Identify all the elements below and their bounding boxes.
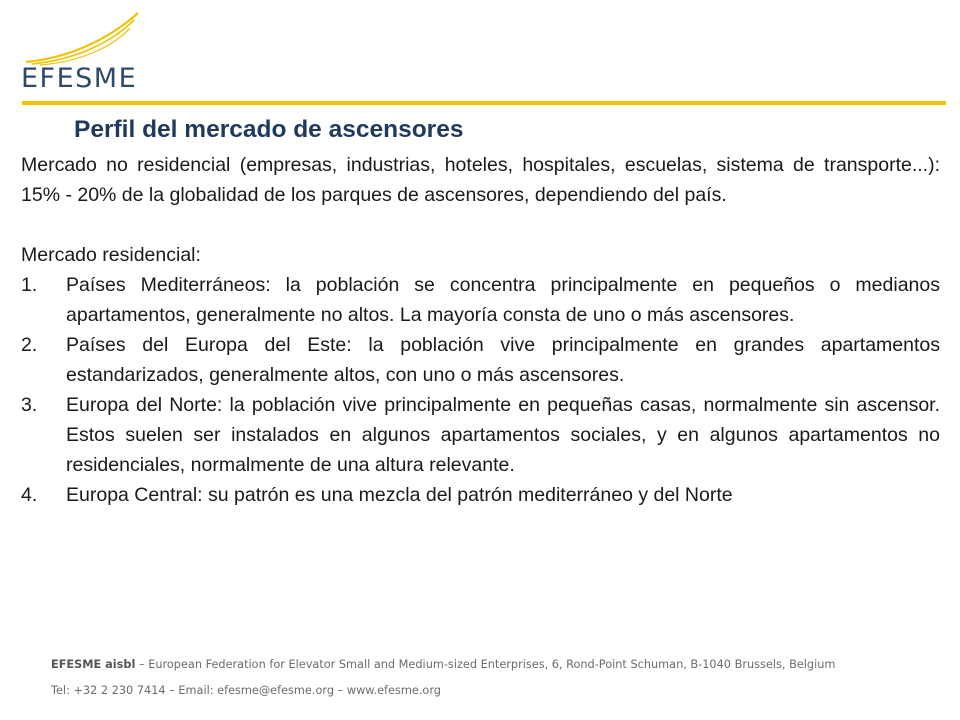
- list-text: Europa del Norte: la población vive principalmente en pequeñas casas, normalmente sin ascensor. Estos suelen ser instalados en algunos apartamentos sociales, y en algunos apartamentos no residenciales, normalmente de una altura relevante.: [66, 394, 940, 476]
- spacer: [21, 210, 940, 240]
- list-number: 1.: [21, 274, 38, 296]
- list-text: Países del Europa del Este: la población vive principalmente en grandes apartamentos estandarizados, generalmente altos, con uno o más ascensores.: [66, 334, 940, 386]
- footer-org-details: – European Federation for Elevator Small and Medium-sized Enterprises, 6, Rond-Point Schuman, B-1040 Brussels, Belgium: [135, 658, 836, 671]
- list-number: 3.: [21, 394, 38, 416]
- market-list: [21, 270, 940, 510]
- footer-contact: Tel: +32 2 230 7414 – Email: efesme@efesme.org – www.efesme.org: [51, 684, 441, 697]
- list-item: [21, 330, 940, 390]
- logo-text: EFESME: [21, 63, 138, 94]
- paragraph-non-residential: Mercado no residencial (empresas, industrias, hoteles, hospitales, escuelas, sistema de transporte...): 15% - 20% de la globalidad de los parques de ascensores, dependiendo del país.: [21, 154, 940, 206]
- list-item: [21, 390, 940, 480]
- logo-swoosh-icon: [18, 10, 148, 70]
- list-item: [21, 480, 940, 510]
- header-divider: [22, 101, 946, 105]
- footer: [51, 658, 941, 698]
- footer-address: [51, 658, 941, 672]
- list-item: [21, 270, 940, 330]
- list-number: 2.: [21, 334, 38, 356]
- slide-title: Perfil del mercado de ascensores: [74, 116, 464, 143]
- paragraph-residential: Mercado residencial:: [21, 244, 201, 266]
- efesme-logo: [18, 10, 148, 94]
- list-number: 4.: [21, 484, 38, 506]
- slide-content: [21, 112, 940, 510]
- list-text: Países Mediterráneos: la población se concentra principalmente en pequeños o medianos apartamentos, generalmente no altos. La mayoría consta de uno o más ascensores.: [66, 274, 940, 326]
- footer-org-name: EFESME aisbl: [51, 658, 136, 671]
- list-text: Europa Central: su patrón es una mezcla del patrón mediterráneo y del Norte: [66, 484, 733, 506]
